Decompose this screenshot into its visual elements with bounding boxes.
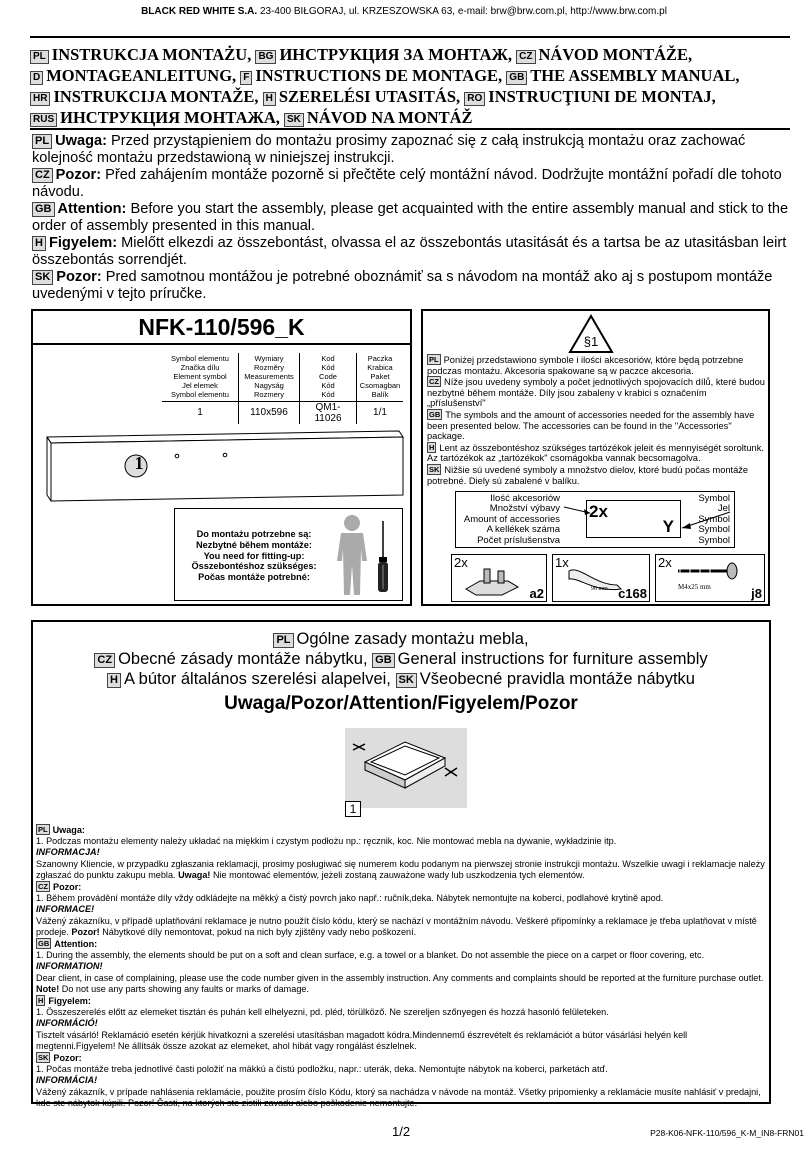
tools-line: Nezbytné během montáže:: [196, 539, 312, 550]
warning-text: Przed przystąpieniem do montażu prosimy zapoznać się z całą instrukcją montażu oraz zachować kolejność montażu przedstawioną w niniejszej instrukcji.: [32, 133, 746, 166]
language-code: PL: [38, 825, 48, 834]
section-label: Pozor:: [53, 1053, 82, 1064]
section-heading: [36, 824, 766, 836]
accessory-qty: 1x: [555, 555, 569, 570]
section-info-label: INFORMACJA!: [36, 847, 100, 858]
figure-number: 1: [345, 801, 361, 817]
language-code: RUS: [30, 113, 57, 127]
legend-label: Amount of accessories: [463, 513, 560, 525]
legend-symbol: Y: [662, 517, 674, 536]
language-code: GB: [429, 409, 441, 419]
section-info-text: Dear client, in case of complaining, please use the code number given in the assembly instruction. Any comments and complaints should be reported at the furniture purchase outlet.: [36, 972, 764, 983]
title-line: [30, 86, 790, 107]
title-text: INSTRUKCJA MONTAŻU,: [51, 45, 252, 64]
title-line: [30, 44, 790, 65]
table-header: Wymiary Rozměry Measurements Nagyság Rozmery: [239, 353, 300, 401]
legend-label: A kellékek száma: [486, 524, 560, 536]
warning-text: Mielőtt elkezdi az összebontást, olvassa el az összebontás utasitását és a tartsa be az utasitásban leirt összebontás sorrendjét.: [32, 235, 787, 268]
model-box: [31, 309, 412, 345]
accessories-legend: [455, 491, 735, 548]
accessories-text: Poniżej przedstawiono symbole i ilości akcesoriów, które będą potrzebne podczas montażu. Akcesoria spakowane są w paczce akcesoria.: [427, 355, 744, 376]
tools-line: You need for fitting-up:: [203, 550, 305, 561]
section-info: [36, 916, 766, 938]
language-code: CZ: [94, 653, 115, 668]
accessories-text: The symbols and the amount of accessories needed for the assembly have been presented below. The accessories can be found in the "Accessories" package.: [427, 409, 755, 442]
title-text: SZERELÉSI UTASITÁS,: [278, 87, 461, 106]
tools-line: Összebontéshoz szükséges:: [191, 561, 317, 572]
warning-text: Pred samotnou montážou je potrebné oboznámiť sa s návodom na montáž ako aj s postupom montáže uvedenými v tejto príručke.: [32, 269, 773, 302]
general-heading-line: [33, 629, 769, 649]
general-heading-text: General instructions for furniture assembly: [397, 650, 708, 668]
title-line: [30, 107, 790, 128]
section-info-bold: Pozor!: [71, 926, 100, 937]
general-heading-text: Ogólne zasady montażu mebla,: [296, 630, 529, 648]
title-text: THE ASSEMBLY MANUAL,: [530, 66, 740, 85]
language-code: SK: [396, 673, 417, 688]
svg-text:§1: §1: [583, 334, 599, 349]
title-line: [30, 65, 790, 86]
title-text: MONTAGEANLEITUNG,: [46, 66, 237, 85]
accessory-qty: 2x: [454, 555, 468, 570]
section-info: [36, 973, 766, 995]
company-address: 23-400 BIŁGORAJ, ul. KRZESZOWSKA 63, e-mail: brw@brw.com.pl, http://www.brw.com.pl: [259, 6, 667, 17]
section-info: [36, 1030, 766, 1052]
table-cell: 1: [197, 407, 203, 418]
parts-table: [162, 353, 403, 424]
language-code: F: [240, 71, 252, 85]
language-code: SK: [38, 1053, 49, 1063]
model-number: NFK-110/596_K: [138, 314, 305, 340]
surface-figure: [345, 728, 467, 808]
part-number: 1: [134, 453, 144, 473]
document-code: P28-K06-NFK-110/596_K-M_IN8-FRN01: [650, 1128, 804, 1138]
section-heading: [36, 881, 766, 893]
legend-symbol-label: Symbol: [698, 493, 730, 504]
titles-rule: [30, 128, 790, 130]
screwdriver-icon: [375, 519, 391, 595]
title-text: NÁVOD NA MONTÁŽ: [306, 108, 473, 127]
tools-line: Do montażu potrzebne są:: [196, 529, 312, 539]
accessories-paragraph: [427, 464, 767, 486]
accessory-item-c168: [552, 554, 650, 602]
general-subtitle: Uwaga/Pozor/Attention/Figyelem/Pozor: [224, 693, 578, 714]
language-code: SK: [284, 113, 304, 127]
warning-paragraph: [32, 201, 792, 235]
section-body: 1. Podczas montażu elementy należy układać na miękkim i czystym podłożu np.: ręcznik, koc. Nie montować mebla na dywanie, wykładzinie itp.: [36, 836, 617, 847]
warning-label: Attention:: [57, 201, 127, 217]
title-text: NÁVOD MONTÁŽE,: [538, 45, 693, 64]
title-text: ИНСТРУКЦИЯ ЗА МОНТАЖ,: [279, 45, 513, 64]
language-code: D: [30, 71, 43, 85]
table-header: Kod Kód Code Kód Kód: [300, 353, 357, 401]
general-instructions: [31, 620, 771, 1108]
panel-drawing: [43, 423, 405, 503]
table-cell: 110x596: [239, 401, 300, 424]
manual-titles: [30, 44, 790, 128]
accessories-intro: [427, 354, 767, 486]
accessory-item-j8: [655, 554, 765, 602]
section-warning-icon: [568, 314, 614, 354]
language-code: GB: [32, 202, 55, 217]
drawer-figure: [345, 728, 467, 808]
company-name: BLACK RED WHITE S.A.: [141, 6, 258, 17]
accessories-paragraph: [427, 376, 767, 409]
section-info-bold: Note!: [36, 983, 60, 994]
title-text: INSTRUCTIONS DE MONTAGE,: [255, 66, 503, 85]
section-info-tail: Nábytkové díly nemontovat, pokud na nich byly zjištěny vady nebo poškození.: [102, 926, 417, 937]
general-heading-text: Všeobecné pravidla montáže nábytku: [419, 670, 695, 688]
legend-symbol-label: Jel: [717, 503, 730, 515]
general-heading-text: Obecné zásady montáže nábytku,: [118, 650, 368, 668]
title-text: INSTRUKCIJA MONTAŽE,: [53, 87, 259, 106]
section-body: 1. During the assembly, the elements should be put on a soft and clean surface, e.g. a towel or a blanket. Do not assemble the piece on a carpet or floor covering, etc.: [36, 950, 705, 961]
accessory-qty: 2x: [658, 555, 672, 570]
language-code: CZ: [32, 168, 53, 183]
accessories-paragraph: [427, 409, 767, 442]
accessories-text: Nižšie sú uvedené symboly a množstvo dielov, ktoré budú počas montáže potrebné. Diely sú zabalené v balíku.: [427, 464, 749, 486]
warning-label: Uwaga:: [55, 133, 107, 149]
warning-text: Before you start the assembly, please get acquainted with the entire assembly manual and stick to the order of assembly presented in this manual.: [32, 201, 789, 234]
table-header: Symbol elementu Značka dílu Element symbol Jel elemek Symbol elementu: [171, 354, 229, 400]
warning-paragraph: [32, 167, 792, 201]
warning-label: Pozor:: [56, 269, 102, 285]
language-code: PL: [273, 633, 293, 648]
legend-label: Množství výbavy: [489, 503, 560, 515]
language-code: H: [107, 673, 121, 688]
table-cell: QM1-11026: [300, 401, 357, 424]
accessories-paragraph: [427, 442, 767, 464]
company-header: [0, 6, 808, 17]
language-code: H: [263, 92, 276, 106]
section-heading: [36, 995, 766, 1007]
section-info-tail: Do not use any parts showing any faults or marks of damage.: [61, 983, 309, 994]
accessory-dimension: 96 mm: [591, 586, 608, 592]
accessories-text: Níže jsou uvedeny symboly a počet jednotlivých spojovacích dílů, které budou nezbytné během montáže. Díly jsou zabaleny v krabici s označením „příslušenství": [427, 377, 765, 409]
tools-text: [179, 529, 329, 583]
product-panel: [31, 343, 412, 606]
connector-icon: [462, 567, 522, 599]
general-heading-line: [33, 649, 769, 669]
section-info-text: Tisztelt vásárló! Reklamáció esetén kérjük hivatkozni a szerelési utasításban magadott kódra.Mindennemű észrevételt és reklamációt a bútor vásárlási helyén kell megtenni.Figyelem! Ne állítsák össze azokat az elemeket, ahol hibát vagy rongálást észlelnek.: [36, 1029, 688, 1051]
language-code: SK: [429, 464, 440, 474]
warning-paragraph: [32, 269, 792, 303]
section-info-label: INFORMACE!: [36, 904, 95, 915]
section-body: 1. Počas montáže treba jednotlivé časti položiť na mäkkú a čistú podložku, napr.: uterák, deka. Nemontujte nábytok na koberci, parketách atď.: [36, 1064, 608, 1075]
section-info-label: INFORMATION!: [36, 961, 103, 972]
general-headings: [33, 629, 769, 689]
section-label: Uwaga:: [52, 825, 85, 835]
language-code: H: [38, 996, 44, 1006]
accessories-paragraph: [427, 354, 767, 376]
language-code: CZ: [429, 377, 439, 387]
section-info-label: INFORMÁCIÓ!: [36, 1018, 98, 1029]
section-info: [36, 859, 766, 881]
accessories-text: Lent az összebontéshoz szükséges tartózékok jeleit és mennyiségét soroltunk. Az tartózékok az „tartózékok" csomágokba vannak becsomagolva.: [427, 442, 764, 464]
language-code: RO: [464, 92, 485, 106]
legend-labels: [456, 494, 560, 546]
section-info-label: INFORMÁCIA!: [36, 1075, 98, 1086]
legend-label: Počet príslušenstva: [477, 534, 560, 546]
legend-symbol-label: Symbol: [698, 534, 730, 546]
warning-paragraph: [32, 133, 792, 167]
title-text: ИНСТРУКЦИЯ МОНТАЖА,: [60, 108, 280, 127]
tools-line: Počas montáže potrebné:: [198, 572, 310, 583]
table-header: Paczka Krabica Paket Csomagban Balík: [357, 353, 404, 401]
language-code: H: [429, 442, 435, 452]
accessories-panel: [421, 309, 770, 606]
section-heading: [36, 938, 766, 950]
section-info-tail: Nie montować elementów, jeżeli zostaną zauważone wady lub uszkodzenia tych elementów.: [212, 869, 585, 880]
general-heading-line: [33, 669, 769, 689]
page-number: 1/2: [392, 1124, 411, 1139]
accessory-code: j8: [751, 586, 762, 601]
header-rule: [30, 36, 790, 38]
section-info: [36, 1087, 766, 1109]
section-label: Figyelem:: [48, 996, 91, 1007]
accessory-item-a2: [451, 554, 547, 602]
accessory-code: a2: [529, 586, 544, 601]
language-code: GB: [38, 939, 50, 949]
section-body: 1. Összeszerelés előtt az elemeket tisztán és puhán kell elhelyezni, pd. pléd, törülköző. Ne szereljen szőnyegen és hozzá hasonló felületeken.: [36, 1007, 609, 1018]
language-code: HR: [30, 92, 50, 106]
legend-symbol-label: Symbol: [698, 513, 730, 525]
general-heading-text: A bútor általános szerelési alapelvei,: [123, 670, 391, 688]
warning-label: Pozor:: [55, 167, 102, 183]
legend-symbol-label: Symbol: [698, 524, 730, 536]
warning-label: Figyelem:: [48, 235, 118, 251]
screw-icon: [676, 561, 742, 581]
warning-text: Před zahájením montáže pozorně si přečtěte celý montážní návod. Dodržujte montážní pořadí dle tohoto návodu.: [32, 167, 782, 200]
general-sections: [36, 824, 766, 1109]
table-cell: 1/1: [357, 401, 404, 424]
section-info-text: Szanowny Kliencie, w przypadku zgłaszania reklamacji, prosimy posługiwać się numerem kodu podanym na pierwszej stronie instrukcji montażu. Wszelkie uwagi i reklamacje należy zgłaszać do punktu zakupu mebla.: [36, 858, 765, 880]
accessory-dimension: M4x25 mm: [678, 583, 711, 591]
language-code: GB: [372, 653, 395, 668]
language-code: PL: [429, 355, 439, 364]
tools-box: [174, 508, 403, 601]
legend-arrows: [560, 492, 760, 549]
section-label: Pozor:: [53, 882, 82, 893]
language-code: PL: [30, 50, 49, 64]
language-code: H: [32, 236, 46, 251]
language-code: PL: [32, 134, 52, 149]
person-icon: [335, 513, 369, 597]
section-info-text: Vážený zákazník, v prípade nahlásenia reklamácie, použite prosím číslo Kódu, ktorý sa nachádza v návode na montáž. Všetky pripomienky a reklamácie musíte nahlásiť v predajni, kde ste nábytok kúpili. Pozor! Časti, na ktorých ste zistili zavadu alebo poškodenie nemontujte.: [36, 1086, 761, 1108]
legend-qty: 2x: [589, 502, 608, 521]
legend-label: Ilość akcesoriów: [490, 493, 560, 504]
language-code: CZ: [516, 50, 535, 64]
language-code: CZ: [38, 882, 48, 892]
section-info-text: Vážený zákazníku, v případě uplatňování reklamace je nutno použít číslo kódu, který se nachází v montážním návodu. Veškeré připomínky a reklamace je třeba uplatňovat v místě prodeje.: [36, 915, 757, 937]
section-info-bold: Uwaga!: [178, 869, 211, 880]
section-body: 1. Během provádění montáže díly vždy odkládejte na měkký a čistý povrch jako např.: ručník,deka. Nábytek nemontujte na koberci, podlahové krytině apod.: [36, 893, 664, 904]
language-code: GB: [506, 71, 527, 85]
assembly-warnings: [32, 133, 792, 303]
section-heading: [36, 1052, 766, 1064]
accessory-code: c168: [618, 586, 647, 601]
language-code: BG: [255, 50, 276, 64]
language-code: SK: [32, 270, 53, 285]
title-text: INSTRUCŢIUNI DE MONTAJ,: [488, 87, 716, 106]
warning-paragraph: [32, 235, 792, 269]
section-label: Attention:: [54, 939, 98, 950]
